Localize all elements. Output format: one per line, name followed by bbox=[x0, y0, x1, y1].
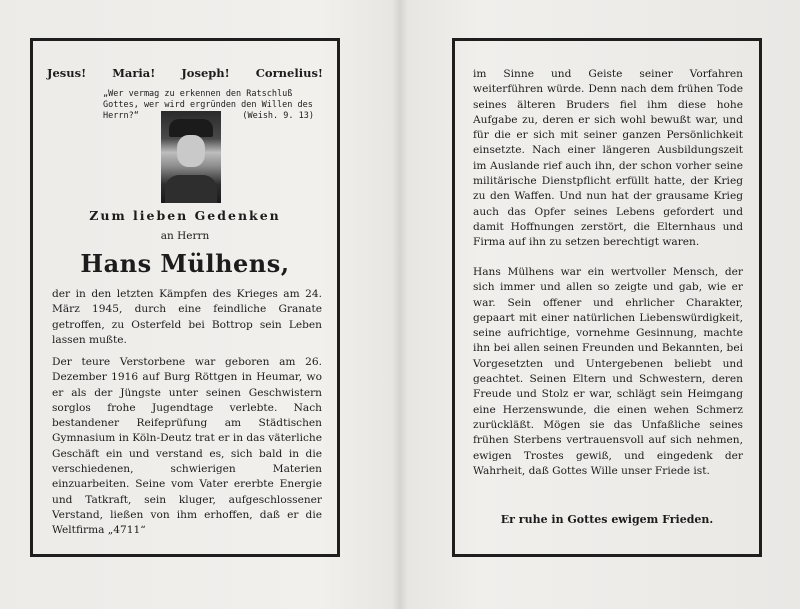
character-paragraph: Hans Mülhens war ein wertvoller Mensch, der sich immer und allen so zeigte und gab, wie er war. Sein offener und ehrlicher Charakter, gepaart mit einer natürlichen Liebenswürdigkeit, seine aufrichtige, vornehme Gesinnung, machte ihn bei allen seinen Freunden und Bekannten, bei Vorgesetzten und Untergebenen beliebt und geachtet. Seinen Eltern und Schwestern, deren Freude und Stolz er war, schlägt sein Heimgang eine Herzenswunde, die einen wehen Schmerz zurückläßt. Mögen sie das Unfaßliche seines frühen Sterbens vertrauensvoll auf sich nehmen, ewigen Trostes gewiß, und eingedenk der Wahrheit, daß Gottes Wille unser Friede ist. bbox=[473, 266, 743, 477]
face-shape bbox=[177, 135, 205, 167]
saint-cornelius: Cornelius! bbox=[255, 66, 323, 80]
quote-text: „Wer vermag zu erkennen den Ratschluß Gottes, wer wird ergründen den Willen des Herrn?“ bbox=[103, 89, 313, 121]
death-paragraph: der in den letzten Kämpfen des Krieges am 24. März 1945, durch eine feindliche Granate getroffen, zu Osterfeld bei Bottrop sein Leben lassen mußte. bbox=[52, 288, 322, 346]
left-panel bbox=[30, 38, 340, 557]
memorial-heading: Zum lieben Gedenken bbox=[89, 208, 281, 223]
biography-continued-paragraph: im Sinne und Geiste seiner Vorfahren weiterführen würde. Denn nach dem frühen Tode seines älteren Bruders fiel ihm diese hohe Aufgabe zu, deren er sich wohl bewußt war, und für die er sich mit seiner ganzen Persönlichkeit einsetzte. Nach einer längeren Ausbildungszeit im Auslande rief auch ihn, der schon vorher seine militärische Dienstpflicht erfüllt hatte, der Krieg zu den Waffen. Und nun hat der grausame Krieg auch das Opfer seines Lebens gefordert und damit Hoffnungen zerstört, die Elternhaus und Firma auf ihn zu setzen berechtigt waren. bbox=[473, 68, 743, 249]
saint-jesus: Jesus! bbox=[47, 66, 87, 80]
saint-maria: Maria! bbox=[112, 66, 156, 80]
right-panel bbox=[452, 38, 762, 557]
deceased-name: Hans Mülhens, bbox=[80, 249, 290, 278]
saints-line bbox=[33, 66, 337, 80]
quote-reference: (Weish. 9. 13) bbox=[242, 111, 314, 121]
saint-joseph: Joseph! bbox=[181, 66, 230, 80]
biography-paragraph: Der teure Verstorbene war geboren am 26. Dezember 1916 auf Burg Röttgen in Heumar, wo er als der Jüngste unter seinen Geschwistern sorglos frohe Jugendtage verlebte. Nach bestandener Reifeprüfung am Städtischen Gymnasium in Köln-Deutz trat er in das väterliche Geschäft ein und verstand es, sich bald in die verschiedenen, schwierigen Materien einzuarbeiten. Seine vom Vater ererbte Energie und Tatkraft, sein kluger, aufgeschlossener Verstand, ließen von ihm erhoffen, daß er die Weltfirma „4711“ bbox=[52, 356, 322, 537]
portrait-photo bbox=[161, 111, 221, 203]
closing-prayer: Er ruhe in Gottes ewigem Frieden. bbox=[500, 513, 714, 526]
memorial-subheading: an Herrn bbox=[160, 230, 210, 242]
uniform-shape bbox=[165, 175, 217, 203]
